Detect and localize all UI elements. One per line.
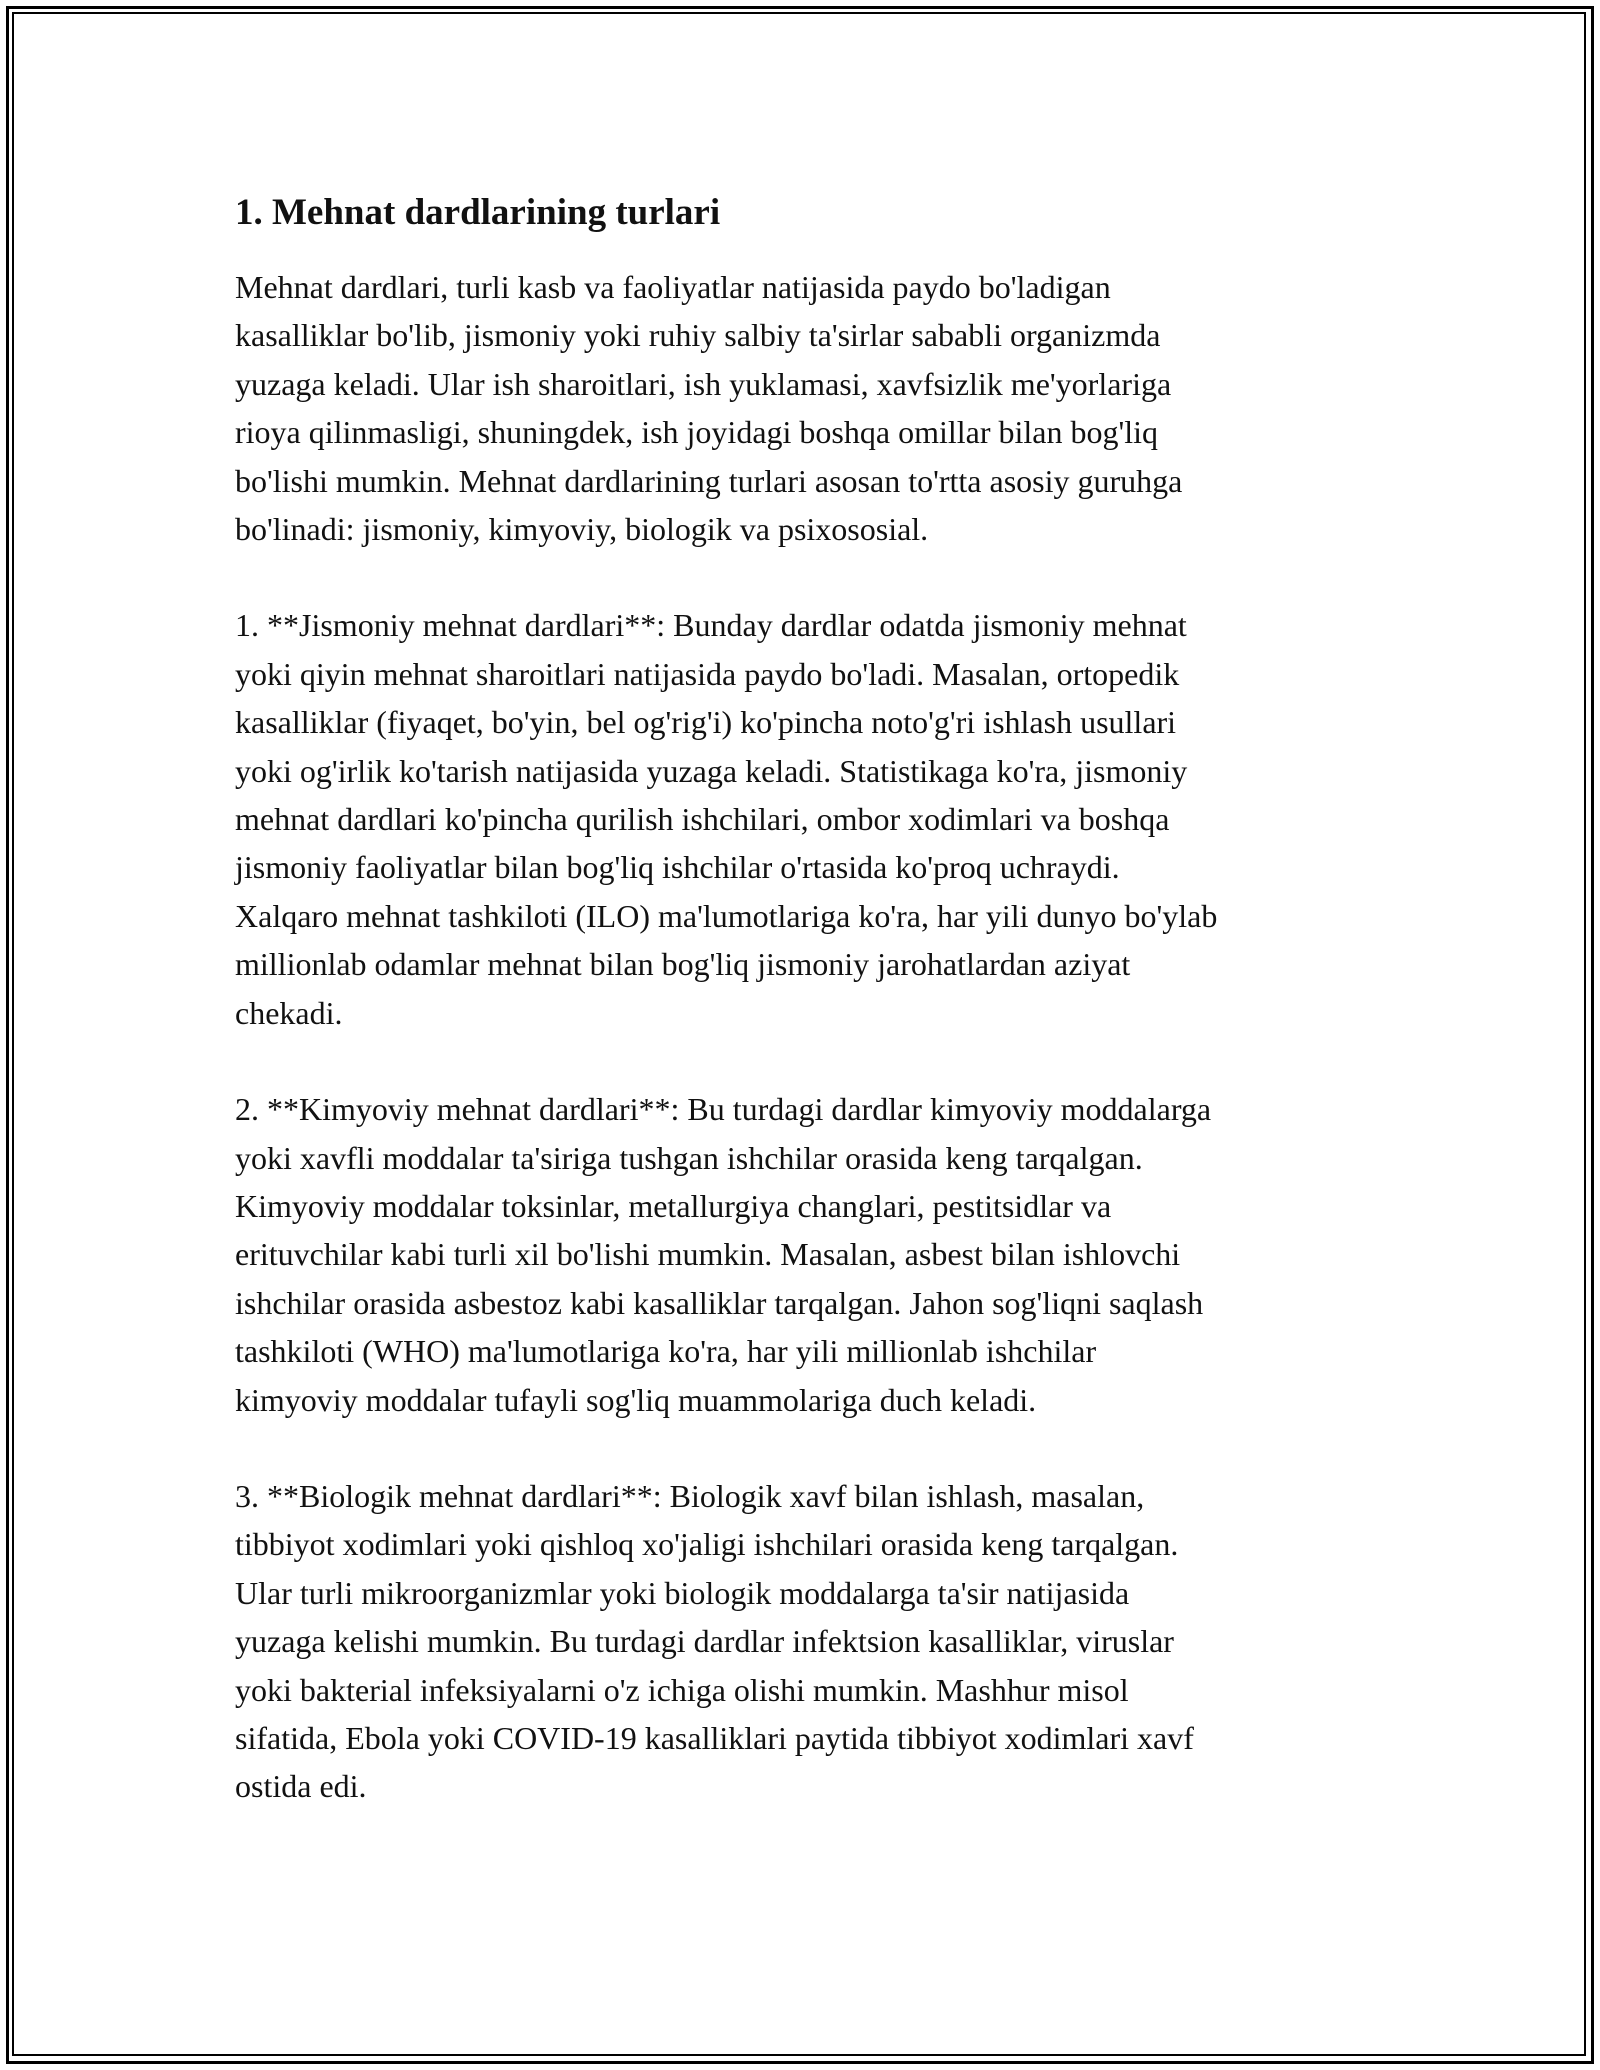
text-line: millionlab odamlar mehnat bilan bog'liq jismoniy jarohatlardan aziyat — [235, 946, 1131, 983]
text-line: Xalqaro mehnat tashkiloti (ILO) ma'lumotlariga ko'ra, har yili dunyo bo'ylab — [235, 897, 1218, 934]
text-line: erituvchilar kabi turli xil bo'lishi mumkin. Masalan, asbest bilan ishlovchi — [235, 1236, 1181, 1273]
text-line: ostida edi. — [235, 1768, 367, 1805]
text-line: mehnat dardlari ko'pincha qurilish ishchilari, ombor xodimlari va boshqa — [235, 801, 1170, 838]
text-line: 1. **Jismoniy mehnat dardlari**: Bunday dardlar odatda jismoniy mehnat — [235, 607, 1187, 644]
text-line: yoki xavfli moddalar ta'siriga tushgan ishchilar orasida keng tarqalgan. — [235, 1139, 1143, 1176]
text-line: sifatida, Ebola yoki COVID-19 kasalliklari paytida tibbiyot xodimlari xavf — [235, 1719, 1194, 1756]
text-line: bo'lishi mumkin. Mehnat dardlarining turlari asosan to'rtta asosiy guruhga — [235, 462, 1183, 499]
text-line: kasalliklar bo'lib, jismoniy yoki ruhiy salbiy ta'sirlar sababli organizmda — [235, 317, 1161, 354]
text-line: chekadi. — [235, 994, 343, 1031]
text-line: 2. **Kimyoviy mehnat dardlari**: Bu turdagi dardlar kimyoviy moddalarga — [235, 1091, 1212, 1128]
text-line: yoki bakterial infeksiyalarni o'z ichiga olishi mumkin. Mashhur misol — [235, 1671, 1129, 1708]
text-line: ishchilar orasida asbestoz kabi kasalliklar tarqalgan. Jahon sog'liqni saqlash — [235, 1284, 1204, 1321]
document-body — [235, 187, 1385, 1811]
text-line: rioya qilinmasligi, shuningdek, ish joyidagi boshqa omillar bilan bog'liq — [235, 414, 1159, 451]
text-line: tashkiloti (WHO) ma'lumotlariga ko'ra, har yili millionlab ishchilar — [235, 1333, 1097, 1370]
text-line: kimyoviy moddalar tufayli sog'liq muammolariga duch keladi. — [235, 1381, 1037, 1418]
biological-diseases-paragraph — [235, 1472, 1385, 1811]
text-line: 3. **Biologik mehnat dardlari**: Biologik xavf bilan ishlash, masalan, — [235, 1477, 1145, 1514]
intro-paragraph — [235, 263, 1385, 553]
text-line: yuzaga kelishi mumkin. Bu turdagi dardlar infektsion kasalliklar, viruslar — [235, 1623, 1174, 1660]
text-line: tibbiyot xodimlari yoki qishloq xo'jaligi ishchilari orasida keng tarqalgan. — [235, 1526, 1179, 1563]
physical-diseases-paragraph — [235, 601, 1385, 1037]
text-line: yoki og'irlik ko'tarish natijasida yuzaga keladi. Statistikaga ko'ra, jismoniy — [235, 752, 1188, 789]
text-line: Mehnat dardlari, turli kasb va faoliyatlar natijasida paydo bo'ladigan — [235, 269, 1111, 305]
section-heading: 1. Mehnat dardlarining turlari — [235, 192, 721, 233]
chemical-diseases-paragraph — [235, 1085, 1385, 1424]
text-line: yuzaga keladi. Ular ish sharoitlari, ish yuklamasi, xavfsizlik me'yorlariga — [235, 365, 1172, 402]
text-line: Kimyoviy moddalar toksinlar, metallurgiya changlari, pestitsidlar va — [235, 1187, 1112, 1224]
text-line: bo'linadi: jismoniy, kimyoviy, biologik va psixososial. — [235, 511, 929, 548]
text-line: yoki qiyin mehnat sharoitlari natijasida paydo bo'ladi. Masalan, ortopedik — [235, 655, 1180, 692]
text-line: jismoniy faoliyatlar bilan bog'liq ishchilar o'rtasida ko'proq uchraydi. — [235, 849, 1120, 886]
text-line: kasalliklar (fiyaqet, bo'yin, bel og'rig'i) ko'pincha noto'g'ri ishlash usullari — [235, 704, 1177, 741]
text-line: Ular turli mikroorganizmlar yoki biologik moddalarga ta'sir natijasida — [235, 1574, 1130, 1611]
